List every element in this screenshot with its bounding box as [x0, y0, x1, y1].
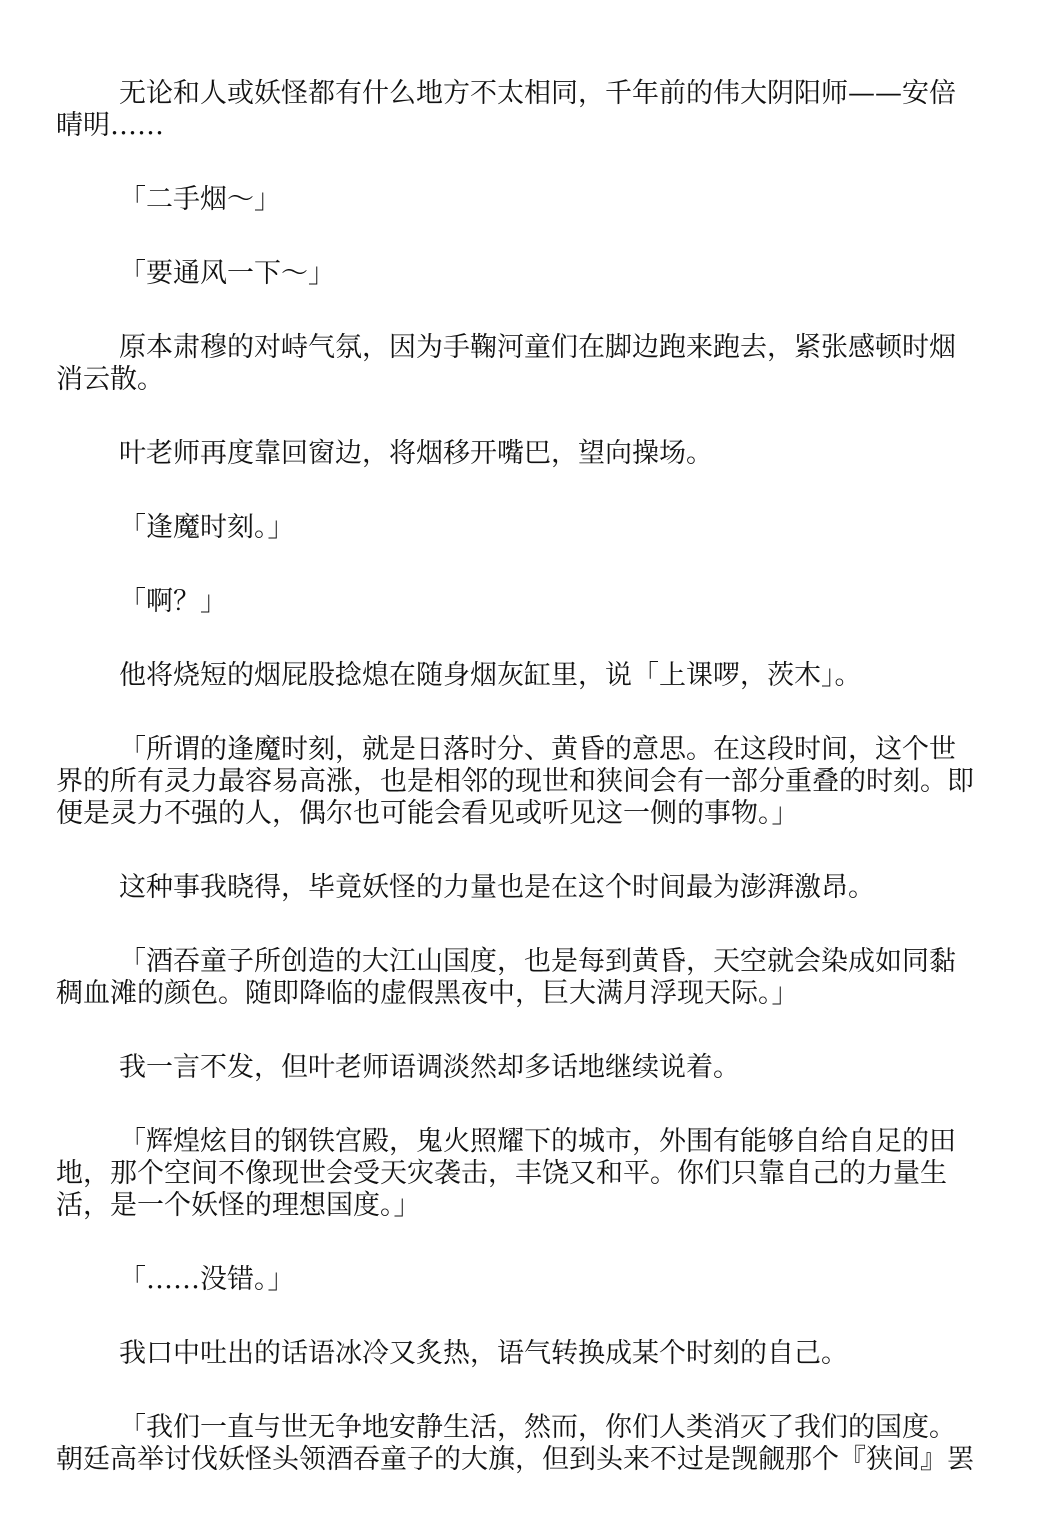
paragraph: 「……没错。」	[119, 1264, 295, 1295]
paragraph: 他将烧短的烟屁股捻熄在随身烟灰缸里，说「上课啰，茨木」。	[119, 660, 862, 691]
paragraph: 「所谓的逢魔时刻，就是日落时分、黄昏的意思。在这段时间，这个世界的所有灵力最容易高涨，也是相邻的现世和狭间会有一部分重叠的时刻。即便是灵力不强的人，偶尔也可能会看见或听见这一侧的事物。」	[56, 734, 974, 829]
paragraph: 原本肃穆的对峙气氛，因为手鞠河童们在脚边跑来跑去，紧张感顿时烟消云散。	[56, 332, 956, 395]
paragraph: 叶老师再度靠回窗边，将烟移开嘴巴，望向操场。	[119, 438, 713, 469]
paragraph: 「二手烟～」	[119, 184, 281, 215]
paragraph: 「逢魔时刻。」	[119, 512, 295, 543]
paragraph: 这种事我晓得，毕竟妖怪的力量也是在这个时间最为澎湃激昂。	[119, 872, 875, 903]
paragraph: 无论和人或妖怪都有什么地方不太相同，千年前的伟大阴阳师——安倍晴明……	[56, 78, 956, 141]
paragraph: 「啊？」	[119, 586, 227, 617]
paragraph: 我口中吐出的话语冰冷又炙热，语气转换成某个时刻的自己。	[119, 1338, 848, 1369]
document-page	[56, 78, 976, 1518]
paragraph: 「辉煌炫目的钢铁宫殿，鬼火照耀下的城市，外围有能够自给自足的田地，那个空间不像现世会受天灾袭击，丰饶又和平。你们只靠自己的力量生活，是一个妖怪的理想国度。」	[56, 1126, 956, 1221]
paragraph: 我一言不发，但叶老师语调淡然却多话地继续说着。	[119, 1052, 740, 1083]
paragraph: 「要通风一下～」	[119, 258, 335, 289]
paragraph: 「酒吞童子所创造的大江山国度，也是每到黄昏，天空就会染成如同黏稠血滩的颜色。随即降临的虚假黑夜中，巨大满月浮现天际。」	[56, 946, 956, 1009]
paragraph: 「我们一直与世无争地安静生活，然而，你们人类消灭了我们的国度。朝廷高举讨伐妖怪头领酒吞童子的大旗，但到头来不过是觊觎那个『狭间』罢	[56, 1412, 974, 1475]
